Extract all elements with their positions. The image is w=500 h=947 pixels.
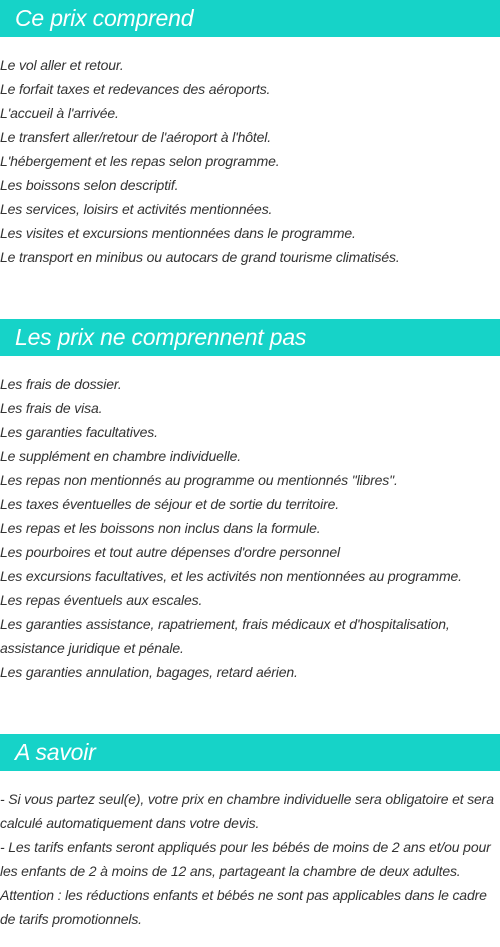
excluded-item: Les taxes éventuelles de séjour et de sortie du territoire.	[0, 496, 340, 512]
excluded-item: Les repas éventuels aux escales.	[0, 592, 203, 608]
info-title: A savoir	[15, 739, 96, 765]
excluded-item: Les garanties assistance, rapatriement, frais médicaux et d'hospitalisation, assistance juridique et pénale.	[0, 616, 450, 656]
info-paragraph: - Si vous partez seul(e), votre prix en chambre individuelle sera obligatoire et sera calculé automatiquement dans votre devis.	[0, 791, 494, 831]
info-paragraph: Attention : les réductions enfants et bébés ne sont pas applicables dans le cadre de tarifs promotionnels.	[0, 887, 487, 927]
excluded-item: Les pourboires et tout autre dépenses d'ordre personnel	[0, 544, 340, 560]
excluded-item: Le supplément en chambre individuelle.	[0, 448, 242, 464]
included-item: Le forfait taxes et redevances des aéroports.	[0, 81, 271, 97]
included-item: Les services, loisirs et activités mentionnées.	[0, 201, 273, 217]
included-list	[0, 37, 500, 269]
excluded-item: Les repas non mentionnés au programme ou mentionnés "libres".	[0, 472, 398, 488]
included-item: Le transfert aller/retour de l'aéroport à l'hôtel.	[0, 129, 271, 145]
included-header	[0, 0, 500, 37]
included-item: Les visites et excursions mentionnées dans le programme.	[0, 225, 356, 241]
included-item: Les boissons selon descriptif.	[0, 177, 179, 193]
included-item: L'accueil à l'arrivée.	[0, 105, 119, 121]
excluded-item: Les frais de dossier.	[0, 376, 122, 392]
info-section	[0, 734, 500, 931]
included-item: Le transport en minibus ou autocars de grand tourisme climatisés.	[0, 249, 400, 265]
excluded-item: Les garanties annulation, bagages, retard aérien.	[0, 664, 298, 680]
excluded-item: Les frais de visa.	[0, 400, 103, 416]
excluded-item: Les garanties facultatives.	[0, 424, 158, 440]
excluded-header	[0, 319, 500, 356]
included-title: Ce prix comprend	[15, 5, 194, 31]
excluded-section	[0, 319, 500, 684]
excluded-title: Les prix ne comprennent pas	[15, 324, 307, 350]
info-header	[0, 734, 500, 771]
excluded-item: Les repas et les boissons non inclus dans la formule.	[0, 520, 321, 536]
included-item: Le vol aller et retour.	[0, 57, 124, 73]
info-paragraph: - Les tarifs enfants seront appliqués pour les bébés de moins de 2 ans et/ou pour les enfants de 2 à moins de 12 ans, partageant la chambre de deux adultes.	[0, 839, 491, 879]
included-section	[0, 0, 500, 269]
included-item: L'hébergement et les repas selon programme.	[0, 153, 280, 169]
excluded-item: Les excursions facultatives, et les activités non mentionnées au programme.	[0, 568, 462, 584]
excluded-list	[0, 356, 500, 684]
info-notes	[0, 771, 500, 931]
